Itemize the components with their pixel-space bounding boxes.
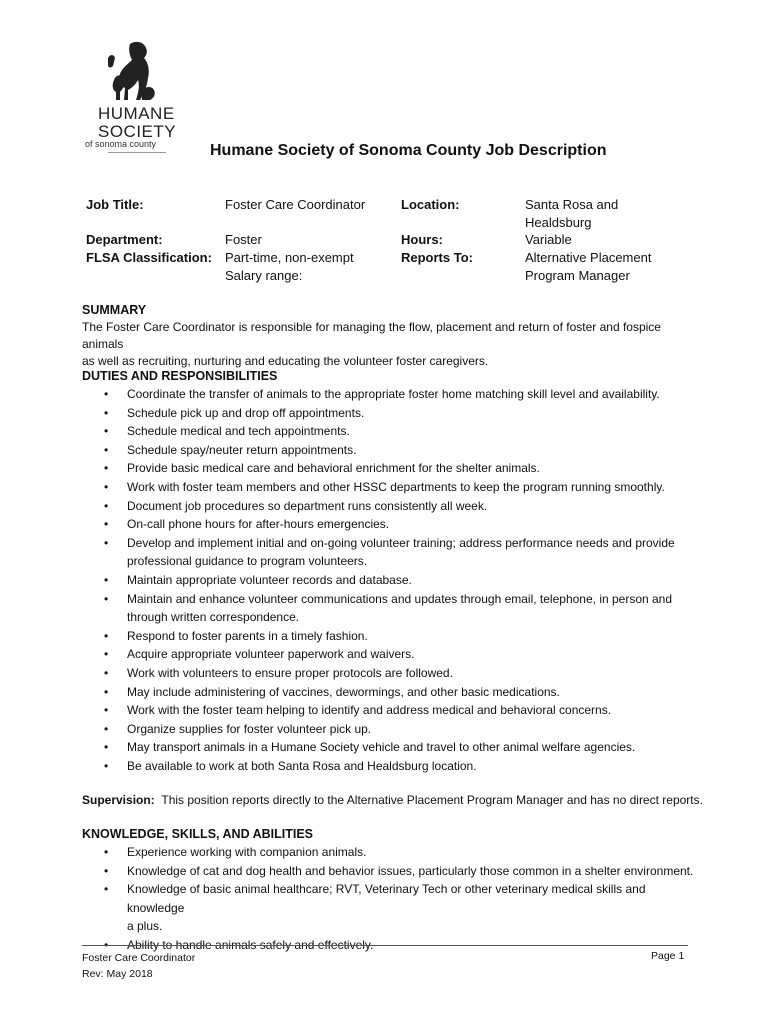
bullet-icon: • <box>104 572 109 587</box>
hours-label: Hours: <box>401 232 443 247</box>
bullet-icon: • <box>104 479 109 494</box>
flsa-value: Part-time, non-exempt <box>225 250 354 265</box>
footer-page-number: Page 1 <box>651 950 685 962</box>
document-title: Humane Society of Sonoma County Job Description <box>210 142 607 159</box>
bullet-icon: • <box>104 647 109 662</box>
department-label: Department: <box>86 232 163 247</box>
salary-range-label: Salary range: <box>225 268 303 283</box>
bullet-icon: • <box>104 405 109 420</box>
location-label: Location: <box>401 197 460 212</box>
supervision-label: Supervision: <box>82 793 155 807</box>
footer-left <box>82 950 195 982</box>
duties-list <box>82 385 702 775</box>
footer-divider <box>82 945 688 946</box>
duties-heading: DUTIES AND RESPONSIBILITIES <box>82 369 278 383</box>
list-item-continuation: professional guidance to program volunteers. <box>127 554 368 569</box>
list-item: • Work with foster team members and other HSSC departments to keep the program running smoothly. <box>82 478 702 497</box>
job-title-value: Foster Care Coordinator <box>225 197 366 212</box>
hours-value: Variable <box>525 232 572 247</box>
list-item: • Document job procedures so department runs consistently all week. <box>82 497 702 516</box>
location-value-line2: Healdsburg <box>525 215 592 230</box>
list-item: • May include administering of vaccines, dewormings, and other basic medications. <box>82 683 702 702</box>
location-value-line1: Santa Rosa and <box>525 197 619 212</box>
list-item: • May transport animals in a Humane Society vehicle and travel to other animal welfare agencies. <box>82 738 702 757</box>
bullet-icon: • <box>104 591 109 606</box>
list-item-continuation: through written correspondence. <box>127 610 300 625</box>
bullet-icon: • <box>104 628 109 643</box>
list-item: • Organize supplies for foster volunteer pick up. <box>82 720 702 739</box>
bullet-icon: • <box>104 937 109 952</box>
summary-text <box>82 319 702 370</box>
logo-text-society: SOCIETY <box>98 122 177 141</box>
logo-text-humane: HUMANE <box>98 104 175 123</box>
list-item: • Schedule pick up and drop off appointments. <box>82 404 702 423</box>
footer-position-title: Foster Care Coordinator <box>82 952 196 964</box>
logo-divider <box>108 152 166 153</box>
reports-to-value-line2: Program Manager <box>525 268 630 283</box>
bullet-icon: • <box>104 758 109 773</box>
supervision-statement <box>82 793 703 807</box>
list-item: • Respond to foster parents in a timely fashion. <box>82 627 702 646</box>
supervision-text: This position reports directly to the Alternative Placement Program Manager and has no direct reports. <box>161 793 703 807</box>
department-value: Foster <box>225 232 262 247</box>
summary-heading: SUMMARY <box>82 303 147 317</box>
animals-logo-icon <box>100 40 160 104</box>
ksa-list <box>82 843 702 955</box>
summary-line: as well as recruiting, nurturing and educating the volunteer foster caregivers. <box>82 354 489 368</box>
flsa-label: FLSA Classification: <box>86 250 212 265</box>
list-item: • Develop and implement initial and on-going volunteer training; address performance needs and provide <box>82 534 702 553</box>
list-item: • Knowledge of cat and dog health and behavior issues, particularly those common in a shelter environment. <box>82 862 702 881</box>
bullet-icon: • <box>104 442 109 457</box>
list-item: • Work with the foster team helping to identify and address medical and behavioral concerns. <box>82 701 702 720</box>
footer-revision: Rev: May 2018 <box>82 968 153 980</box>
list-item: • Ability to handle animals safely and effectively. <box>82 936 702 955</box>
list-item-continuation: a plus. <box>127 919 163 934</box>
bullet-icon: • <box>104 684 109 699</box>
reports-to-label: Reports To: <box>401 250 473 265</box>
ksa-heading: KNOWLEDGE, SKILLS, AND ABILITIES <box>82 827 314 841</box>
list-item: • Schedule medical and tech appointments. <box>82 422 702 441</box>
summary-line: The Foster Care Coordinator is responsible for managing the flow, placement and return of foster and fospice animals <box>82 320 661 351</box>
list-item: • Coordinate the transfer of animals to the appropriate foster home matching skill level and availability. <box>82 385 702 404</box>
bullet-icon: • <box>104 387 109 401</box>
list-item: • Schedule spay/neuter return appointments. <box>82 441 702 460</box>
bullet-icon: • <box>104 517 109 532</box>
list-item: • Acquire appropriate volunteer paperwork and waivers. <box>82 645 702 664</box>
bullet-icon: • <box>104 665 109 680</box>
bullet-icon: • <box>104 863 109 878</box>
list-item: • Maintain appropriate volunteer records and database. <box>82 571 702 590</box>
bullet-icon: • <box>104 740 109 755</box>
bullet-icon: • <box>104 703 109 718</box>
list-item: • On-call phone hours for after-hours emergencies. <box>82 515 702 534</box>
bullet-icon: • <box>104 845 109 859</box>
logo-text-sonoma-county: of sonoma county <box>85 139 157 149</box>
humane-society-logo <box>80 40 180 160</box>
list-item: • Work with volunteers to ensure proper protocols are followed. <box>82 664 702 683</box>
job-title-label: Job Title: <box>86 197 144 212</box>
reports-to-value-line1: Alternative Placement <box>525 250 652 265</box>
bullet-icon: • <box>104 721 109 736</box>
list-item: • Be available to work at both Santa Rosa and Healdsburg location. <box>82 757 702 776</box>
list-item: • Knowledge of basic animal healthcare; RVT, Veterinary Tech or other veterinary medical skills and knowledge <box>104 882 646 915</box>
bullet-icon: • <box>104 424 109 439</box>
bullet-icon: • <box>104 461 109 476</box>
bullet-icon: • <box>104 882 109 897</box>
bullet-icon: • <box>104 535 109 550</box>
list-item: • Maintain and enhance volunteer communications and updates through email, telephone, in person and <box>82 590 702 609</box>
list-item: • Experience working with companion animals. <box>82 843 702 862</box>
bullet-icon: • <box>104 498 109 513</box>
list-item: • Provide basic medical care and behavioral enrichment for the shelter animals. <box>82 459 702 478</box>
